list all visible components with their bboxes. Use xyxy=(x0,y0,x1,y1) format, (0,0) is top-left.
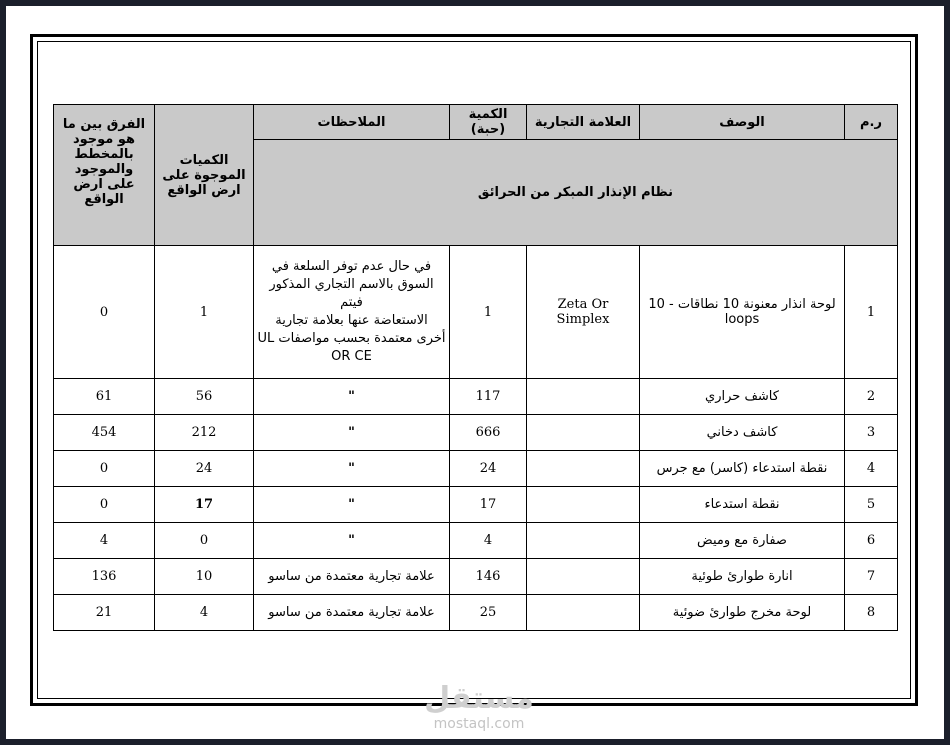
header-row xyxy=(54,105,898,140)
table-row xyxy=(54,415,898,451)
document-page xyxy=(6,6,944,739)
header-actual-qty: الكميات الموجوة على ارض الواقع xyxy=(155,105,254,246)
header-description: الوصف xyxy=(640,105,845,140)
row-notes: علامة تجارية معتمدة من ساسو xyxy=(254,559,450,595)
row-description: نقطة استدعاء (كاسر) مع جرس xyxy=(640,451,845,487)
note-line: فيتم xyxy=(340,295,363,310)
mostaql-watermark xyxy=(414,682,544,732)
header-notes: الملاحظات xyxy=(254,105,450,140)
row-actual: 56 xyxy=(155,379,254,415)
row-description: لوحة مخرج طوارئ ضوئية xyxy=(640,595,845,631)
row-brand xyxy=(527,523,640,559)
row-actual: 0 xyxy=(155,523,254,559)
row-brand xyxy=(527,379,640,415)
header-quantity: الكمية (حبة) xyxy=(450,105,527,140)
row-diff: 0 xyxy=(54,246,155,379)
row-notes: " xyxy=(254,415,450,451)
table-row xyxy=(54,487,898,523)
row-no: 8 xyxy=(845,595,898,631)
row-quantity: 25 xyxy=(450,595,527,631)
row-description: كاشف حراري xyxy=(640,379,845,415)
watermark-url: mostaql.com xyxy=(433,716,525,732)
row-quantity: 1 xyxy=(450,246,527,379)
note-line: في حال عدم توفر السلعة في xyxy=(271,259,432,274)
row-description: انارة طوارئ طوئية xyxy=(640,559,845,595)
row-diff: 136 xyxy=(54,559,155,595)
row-diff: 21 xyxy=(54,595,155,631)
note-line: السوق بالاسم التجاري المذكور xyxy=(269,277,434,292)
row-diff: 0 xyxy=(54,451,155,487)
row-brand xyxy=(527,451,640,487)
row-no: 3 xyxy=(845,415,898,451)
table-row xyxy=(54,451,898,487)
table-row xyxy=(54,246,898,379)
row-brand xyxy=(527,595,640,631)
row-description: صفارة مع وميض xyxy=(640,523,845,559)
table-row xyxy=(54,595,898,631)
watermark-logo: مستقل xyxy=(424,681,534,716)
section-title: نظام الإنذار المبكر من الحرائق xyxy=(254,140,898,246)
fire-alarm-quantities-table xyxy=(53,104,898,631)
header-difference: الفرق بين ما هو موجود بالمخطط والموجود على ارض الواقع xyxy=(54,105,155,246)
note-line: أخرى معتمدة بحسب مواصفات UL xyxy=(257,331,446,346)
row-notes: " xyxy=(254,523,450,559)
row-quantity: 24 xyxy=(450,451,527,487)
note-line: OR CE xyxy=(331,349,372,364)
row-no: 7 xyxy=(845,559,898,595)
row-notes: " xyxy=(254,487,450,523)
row-actual: 17 xyxy=(155,487,254,523)
row-diff: 61 xyxy=(54,379,155,415)
row-no: 2 xyxy=(845,379,898,415)
row-actual: 4 xyxy=(155,595,254,631)
row-no: 4 xyxy=(845,451,898,487)
row-notes: " xyxy=(254,379,450,415)
row-no: 6 xyxy=(845,523,898,559)
row-actual: 10 xyxy=(155,559,254,595)
row-brand xyxy=(527,415,640,451)
row-quantity: 117 xyxy=(450,379,527,415)
row-diff: 4 xyxy=(54,523,155,559)
row-diff: 454 xyxy=(54,415,155,451)
header-brand: العلامة التجارية xyxy=(527,105,640,140)
row-description: كاشف دخاني xyxy=(640,415,845,451)
row-diff: 0 xyxy=(54,487,155,523)
row-notes: " xyxy=(254,451,450,487)
row-actual: 24 xyxy=(155,451,254,487)
row-no: 5 xyxy=(845,487,898,523)
table-row xyxy=(54,379,898,415)
row-brand xyxy=(527,487,640,523)
table-row xyxy=(54,523,898,559)
row-quantity: 17 xyxy=(450,487,527,523)
note-line: الاستعاضة عنها بعلامة تجارية xyxy=(275,313,428,328)
row-quantity: 146 xyxy=(450,559,527,595)
row-no: 1 xyxy=(845,246,898,379)
row-quantity: 666 xyxy=(450,415,527,451)
header-no: ر.م xyxy=(845,105,898,140)
row-actual: 1 xyxy=(155,246,254,379)
row-notes xyxy=(254,246,450,379)
row-description: لوحة انذار معنونة 10 نطاقات - 10 loops xyxy=(640,246,845,379)
row-brand xyxy=(527,559,640,595)
row-notes: علامة تجارية معتمدة من ساسو xyxy=(254,595,450,631)
row-description: نقطة استدعاء xyxy=(640,487,845,523)
row-actual: 212 xyxy=(155,415,254,451)
row-quantity: 4 xyxy=(450,523,527,559)
table-row xyxy=(54,559,898,595)
row-brand: Zeta Or Simplex xyxy=(527,246,640,379)
